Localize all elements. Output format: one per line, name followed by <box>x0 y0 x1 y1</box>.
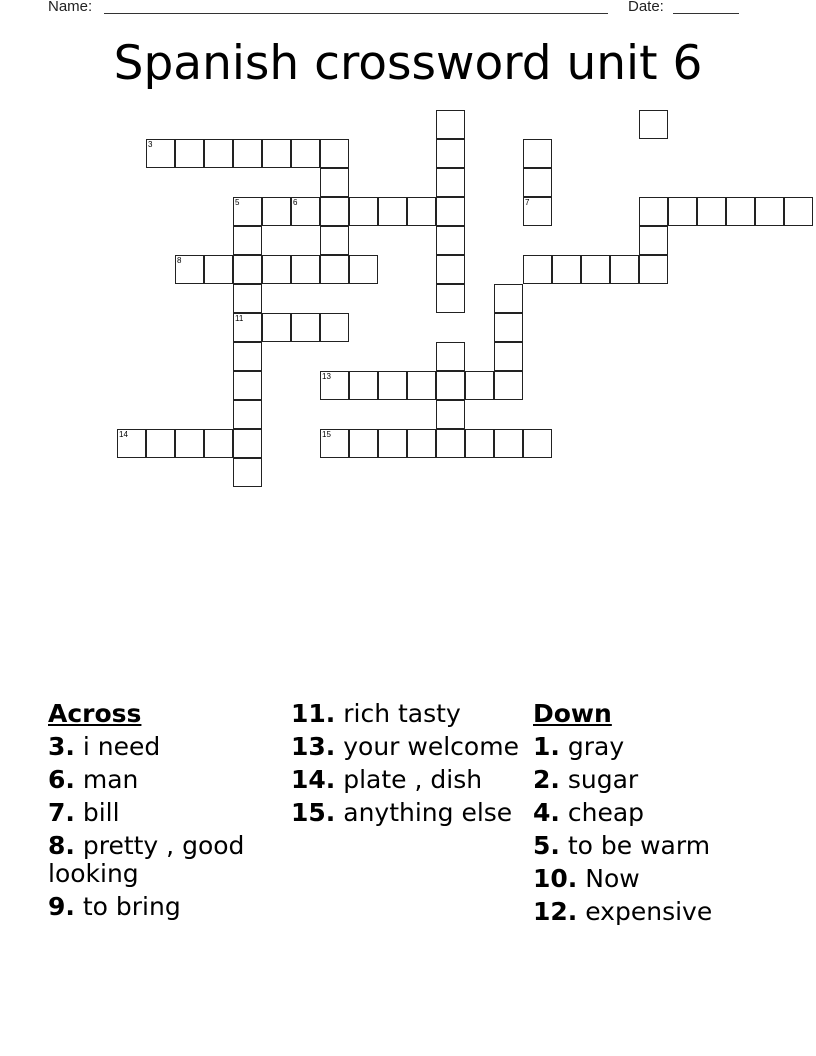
crossword-cell[interactable] <box>233 226 262 255</box>
crossword-cell[interactable] <box>291 313 320 342</box>
clue-item <box>48 832 278 888</box>
crossword-cell[interactable] <box>320 226 349 255</box>
clue-item <box>533 832 763 860</box>
clue-item <box>533 898 763 926</box>
crossword-cell[interactable] <box>436 342 465 371</box>
clue-item-text: rich tasty <box>335 699 461 728</box>
clue-item-number: 7. <box>48 798 75 827</box>
clue-item-text: pretty , good looking <box>48 831 245 888</box>
crossword-cell[interactable] <box>320 429 349 458</box>
crossword-cell[interactable] <box>233 371 262 400</box>
clue-item <box>291 799 521 827</box>
date-label: Date: <box>628 0 664 15</box>
clue-item <box>291 733 521 761</box>
clue-number: 6 <box>293 198 298 207</box>
crossword-cell[interactable] <box>523 255 552 284</box>
crossword-cell[interactable] <box>320 139 349 168</box>
crossword-cell[interactable] <box>233 342 262 371</box>
crossword-cell[interactable] <box>117 429 146 458</box>
clue-item-text: your welcome <box>335 732 519 761</box>
clue-item-number: 10. <box>533 864 578 893</box>
crossword-cell[interactable] <box>436 400 465 429</box>
crossword-cell[interactable] <box>349 197 378 226</box>
crossword-cell[interactable] <box>291 255 320 284</box>
clue-number: 13 <box>322 372 331 381</box>
clue-item-text: to bring <box>74 892 181 921</box>
crossword-cell[interactable] <box>262 313 291 342</box>
crossword-cell[interactable] <box>436 284 465 313</box>
crossword-cell[interactable] <box>523 139 552 168</box>
crossword-cell[interactable] <box>436 429 465 458</box>
clue-item <box>48 733 278 761</box>
crossword-cell[interactable] <box>291 139 320 168</box>
crossword-cell[interactable] <box>436 226 465 255</box>
across-clues <box>48 700 278 926</box>
clue-item <box>291 700 521 728</box>
crossword-cell[interactable] <box>262 197 291 226</box>
page-title: Spanish crossword unit 6 <box>113 36 703 91</box>
crossword-cell[interactable] <box>494 284 523 313</box>
crossword-cell[interactable] <box>494 371 523 400</box>
crossword-cell[interactable] <box>407 197 436 226</box>
crossword-cell[interactable] <box>697 197 726 226</box>
crossword-cell[interactable] <box>378 371 407 400</box>
crossword-cell[interactable] <box>233 400 262 429</box>
clue-number: 7 <box>525 198 530 207</box>
crossword-cell[interactable] <box>494 429 523 458</box>
crossword-cell[interactable] <box>175 429 204 458</box>
crossword-cell[interactable] <box>378 197 407 226</box>
across-heading: Across <box>48 699 142 728</box>
crossword-cell[interactable] <box>291 197 320 226</box>
crossword-cell[interactable] <box>523 429 552 458</box>
clue-item-text: plate , dish <box>335 765 483 794</box>
crossword-cell[interactable] <box>436 197 465 226</box>
clue-item-number: 2. <box>533 765 560 794</box>
crossword-cell[interactable] <box>320 197 349 226</box>
clue-number: 5 <box>235 198 240 207</box>
crossword-grid <box>0 0 816 500</box>
clue-item-number: 5. <box>533 831 560 860</box>
crossword-cell[interactable] <box>204 255 233 284</box>
clue-item-text: cheap <box>559 798 645 827</box>
crossword-cell[interactable] <box>349 429 378 458</box>
clue-item-number: 9. <box>48 892 75 921</box>
crossword-cell[interactable] <box>349 371 378 400</box>
crossword-cell[interactable] <box>726 197 755 226</box>
clue-item-text: to be warm <box>559 831 711 860</box>
down-heading: Down <box>533 699 612 728</box>
crossword-cell[interactable] <box>262 139 291 168</box>
clue-item-number: 14. <box>291 765 336 794</box>
crossword-cell[interactable] <box>320 168 349 197</box>
clue-item-text: bill <box>74 798 120 827</box>
name-label: Name: <box>48 0 93 15</box>
crossword-cell[interactable] <box>465 429 494 458</box>
clue-item-text: sugar <box>559 765 639 794</box>
crossword-cell[interactable] <box>175 139 204 168</box>
clue-item-text: expensive <box>577 897 713 926</box>
crossword-cell[interactable] <box>204 139 233 168</box>
crossword-cell[interactable] <box>436 110 465 139</box>
crossword-cell[interactable] <box>233 284 262 313</box>
clue-number: 11 <box>235 314 244 323</box>
clue-item-text: man <box>74 765 139 794</box>
clue-item-number: 1. <box>533 732 560 761</box>
crossword-cell[interactable] <box>639 110 668 139</box>
clue-item-number: 15. <box>291 798 336 827</box>
crossword-cell[interactable] <box>146 139 175 168</box>
crossword-cell[interactable] <box>436 168 465 197</box>
crossword-cell[interactable] <box>349 255 378 284</box>
crossword-cell[interactable] <box>233 139 262 168</box>
clue-item-number: 3. <box>48 732 75 761</box>
crossword-cell[interactable] <box>146 429 175 458</box>
clue-item-text: gray <box>559 732 625 761</box>
crossword-cell[interactable] <box>407 371 436 400</box>
crossword-cell[interactable] <box>436 255 465 284</box>
crossword-cell[interactable] <box>233 197 262 226</box>
crossword-cell[interactable] <box>204 429 233 458</box>
crossword-cell[interactable] <box>494 313 523 342</box>
crossword-cell[interactable] <box>320 371 349 400</box>
crossword-cell[interactable] <box>494 342 523 371</box>
clue-item <box>48 799 278 827</box>
crossword-cell[interactable] <box>407 429 436 458</box>
crossword-cell[interactable] <box>233 458 262 487</box>
clue-item <box>533 766 763 794</box>
clue-item-number: 11. <box>291 699 336 728</box>
clue-item <box>48 893 278 921</box>
crossword-cell[interactable] <box>523 197 552 226</box>
crossword-cell[interactable] <box>175 255 204 284</box>
clue-item <box>533 865 763 893</box>
clue-item <box>533 733 763 761</box>
across-clues-continued <box>291 700 521 832</box>
crossword-cell[interactable] <box>581 255 610 284</box>
crossword-cell[interactable] <box>320 313 349 342</box>
clue-item-number: 6. <box>48 765 75 794</box>
crossword-cell[interactable] <box>233 313 262 342</box>
down-clues <box>533 700 763 931</box>
crossword-cell[interactable] <box>233 255 262 284</box>
clue-number: 8 <box>177 256 182 265</box>
crossword-cell[interactable] <box>465 371 494 400</box>
crossword-cell[interactable] <box>262 255 291 284</box>
crossword-cell[interactable] <box>378 429 407 458</box>
crossword-cell[interactable] <box>523 168 552 197</box>
crossword-cell[interactable] <box>320 255 349 284</box>
crossword-cell[interactable] <box>552 255 581 284</box>
crossword-cell[interactable] <box>639 197 668 226</box>
clue-number: 3 <box>148 140 153 149</box>
crossword-cell[interactable] <box>755 197 784 226</box>
clue-item <box>533 799 763 827</box>
crossword-cell[interactable] <box>639 226 668 255</box>
clue-item <box>291 766 521 794</box>
clue-item-number: 12. <box>533 897 578 926</box>
crossword-cell[interactable] <box>610 255 639 284</box>
clue-item <box>48 766 278 794</box>
clue-item-number: 4. <box>533 798 560 827</box>
crossword-cell[interactable] <box>639 255 668 284</box>
clue-item-text: i need <box>74 732 161 761</box>
crossword-cell[interactable] <box>668 197 697 226</box>
clue-number: 15 <box>322 430 331 439</box>
crossword-cell[interactable] <box>436 139 465 168</box>
clue-item-text: anything else <box>335 798 513 827</box>
clue-item-number: 8. <box>48 831 75 860</box>
crossword-cell[interactable] <box>784 197 813 226</box>
clue-item-text: Now <box>577 864 640 893</box>
clue-item-number: 13. <box>291 732 336 761</box>
crossword-cell[interactable] <box>436 371 465 400</box>
clue-number: 14 <box>119 430 128 439</box>
crossword-cell[interactable] <box>233 429 262 458</box>
